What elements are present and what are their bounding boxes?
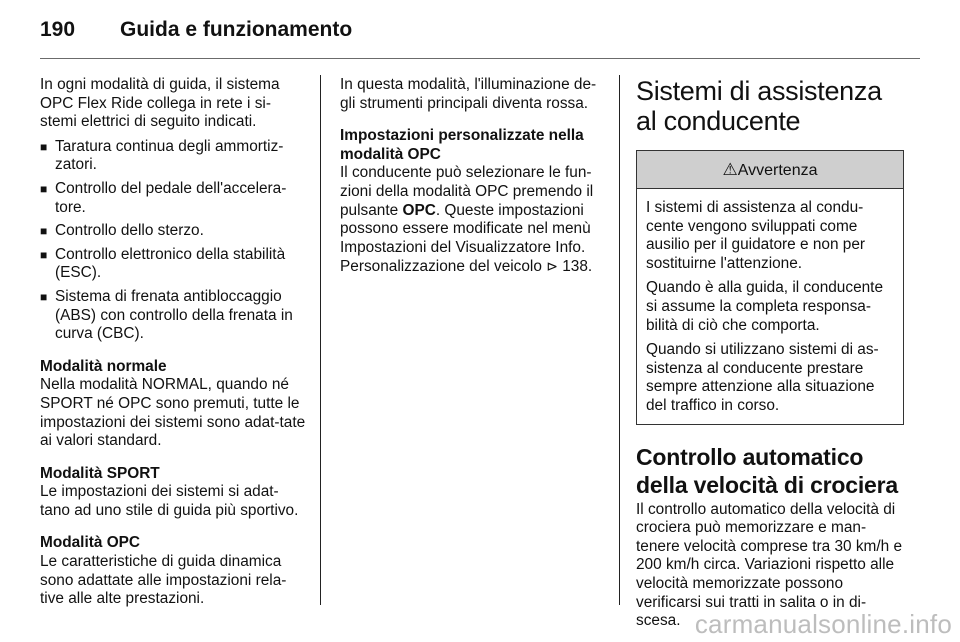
warning-title: Avvertenza (737, 162, 818, 179)
warning-triangle-icon: ⚠ (722, 160, 738, 179)
warning-paragraph: I sistemi di assistenza al condu-cente vengono sviluppati come ausilio per il guidatore e non per sostituirne l'attenzione. (646, 199, 866, 272)
page-header (40, 18, 920, 58)
body-text: Il conducente può selezionare le fun-zioni della modalità OPC premendo il pulsante OPC. Queste impostazioni possono essere modificate nel menù Impostazioni del Visualizzatore Info. Personalizzazione del veicolo ⊳ 138. (340, 164, 594, 276)
section-normal-mode (40, 358, 306, 451)
column-divider-2 (619, 75, 620, 605)
bullet-square-icon: ■ (40, 289, 48, 304)
watermark: carmanualsonline.info (694, 609, 952, 639)
section-opc-mode (40, 534, 306, 608)
page-reference-arrow-icon: ⊳ (546, 258, 558, 275)
column-middle (340, 76, 606, 277)
section-title: Sistemi di assistenza al conducente (636, 76, 882, 136)
system-list (40, 138, 306, 344)
warning-box (636, 150, 904, 425)
header-divider (40, 58, 920, 59)
bullet-square-icon: ■ (40, 224, 48, 239)
intro-paragraph: In ogni modalità di guida, il sistema OPC Flex Ride collega in rete i si-stemi elettrici di seguito indicati. (40, 76, 280, 131)
column-right (636, 76, 904, 631)
chapter-title: Guida e funzionamento (120, 18, 353, 41)
body-text: In questa modalità, l'illuminazione de-gli strumenti principali diventa rossa. (340, 76, 597, 112)
list-item: ■ Sistema di frenata antibloccaggio (ABS) con controllo della frenata in curva (CBC). (40, 287, 293, 343)
opc-button-reference: OPC (402, 201, 436, 219)
page-reference: 138. (562, 258, 593, 276)
warning-body (637, 189, 903, 424)
subheading: Modalità normale (40, 357, 167, 375)
body-text: Nella modalità NORMAL, quando né SPORT né OPC sono premuti, tutte le impostazioni dei sistemi sono adat-tate ai valori standard. (40, 376, 306, 450)
list-item: ■ Controllo dello sterzo. (40, 222, 204, 240)
subheading: Modalità OPC (40, 534, 141, 552)
warning-paragraph: Quando è alla guida, il conducente si assume la completa responsa-bilità di ciò che comporta. (646, 279, 884, 334)
bullet-square-icon: ■ (40, 181, 48, 196)
body-text: Le impostazioni dei sistemi si adat-tano ad uno stile di guida più sportivo. (40, 483, 299, 519)
column-left (40, 76, 306, 609)
warning-paragraph: Quando si utilizzano sistemi di as-sistenza al conducente prestare sempre attenzione alla situazione del traffico in corso. (646, 341, 879, 414)
bullet-square-icon: ■ (40, 139, 48, 154)
warning-header (637, 151, 903, 189)
body-text: Le caratteristiche di guida dinamica sono adattate alle impostazioni rela-tive alle alte prestazioni. (40, 553, 287, 608)
body-text: Il controllo automatico della velocità di crociera può memorizzare e man-tenere velocità comprese tra 30 km/h e 200 km/h circa. Variazioni rispetto alle velocità memorizzate possono verificarsi sui tratti in salita o in di-scesa. (636, 500, 903, 630)
section-heading-cruise-control: Controllo automatico della velocità di crociera (636, 443, 898, 498)
subheading: Impostazioni personalizzate nella modalità OPC (340, 127, 584, 163)
section-opc-custom-settings (340, 127, 606, 277)
column-divider-1 (320, 75, 321, 605)
list-item: ■ Controllo del pedale dell'accelera-tore. (40, 179, 287, 216)
list-item: ■ Controllo elettronico della stabilità (ESC). (40, 245, 286, 282)
subheading: Modalità SPORT (40, 464, 160, 482)
section-sport-mode (40, 465, 306, 521)
list-item: ■ Taratura continua degli ammortiz-zatori. (40, 137, 284, 174)
bullet-square-icon: ■ (40, 247, 48, 262)
page-number: 190 (40, 18, 76, 41)
